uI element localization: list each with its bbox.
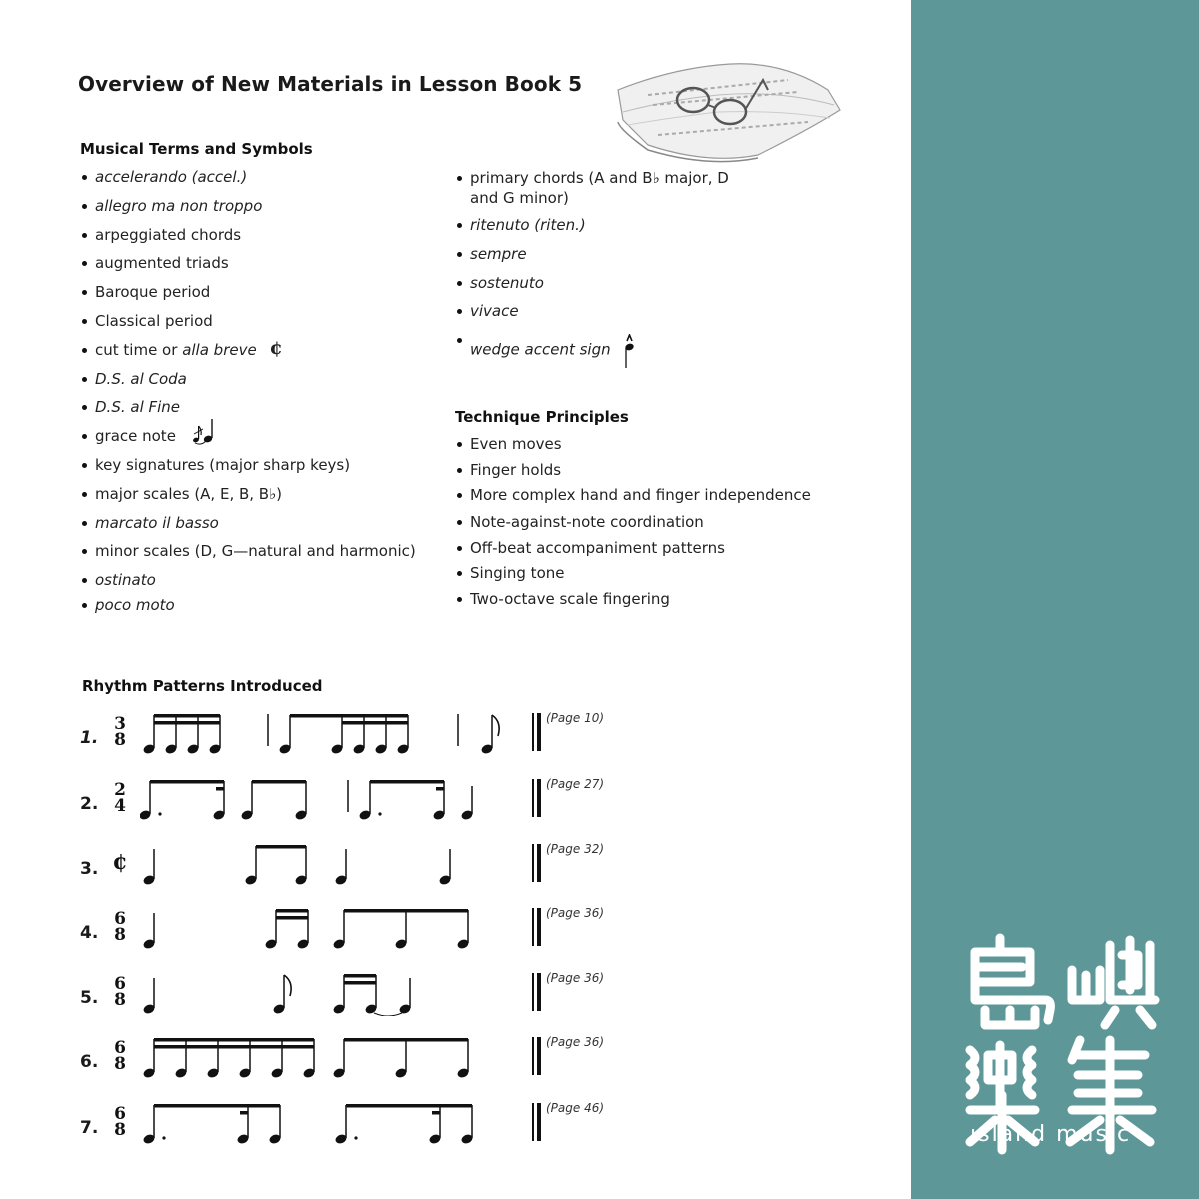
list-item: [455, 330, 740, 359]
time-signature: 3 8: [114, 714, 126, 750]
rhythm-notation: [140, 712, 520, 756]
rhythm-pattern-5: [80, 971, 640, 1026]
sheet-music-glasses-illustration: [608, 50, 848, 165]
list-item: key signatures (major sharp keys): [80, 455, 416, 484]
musical-terms-left-list: [80, 167, 416, 624]
time-signature: 2 4: [114, 780, 126, 816]
list-item: Classical period: [80, 311, 416, 340]
wedge-accent-icon: [623, 334, 637, 370]
list-item-italic-text: alla breve: [182, 340, 257, 359]
final-barline: [532, 973, 542, 1011]
list-item: primary chords (A and B♭ major, D and G minor): [455, 168, 740, 215]
list-item: augmented triads: [80, 253, 416, 282]
list-item: marcato il basso: [80, 513, 416, 542]
pattern-number: 7.: [80, 1118, 99, 1138]
pattern-number: 4.: [80, 923, 99, 943]
list-item: Note-against-note coordination: [455, 512, 811, 538]
rhythm-notation: [140, 907, 520, 951]
time-signature: 6 8: [114, 909, 126, 945]
pattern-number: 5.: [80, 988, 99, 1008]
final-barline: [532, 1037, 542, 1075]
list-item-text: wedge accent sign: [470, 340, 611, 359]
list-item: accelerando (accel.): [80, 167, 416, 196]
final-barline: [532, 908, 542, 946]
technique-list: [455, 434, 811, 614]
pattern-number: 1.: [80, 728, 99, 748]
list-item: allegro ma non troppo: [80, 196, 416, 225]
page-reference: (Page 36): [546, 906, 605, 920]
list-item: [80, 426, 416, 455]
rhythm-notation: [140, 843, 520, 887]
rhythm-heading: Rhythm Patterns Introduced: [82, 677, 323, 695]
list-item: More complex hand and finger independence: [455, 485, 811, 512]
rhythm-pattern-2: [80, 777, 640, 832]
time-signature: ¢: [112, 849, 128, 875]
time-signature: 6 8: [114, 1038, 126, 1074]
rhythm-pattern-3: [80, 842, 640, 897]
brand-name: ısland music: [970, 1122, 1132, 1147]
list-item: [80, 337, 416, 369]
page-title: Overview of New Materials in Lesson Book 5: [78, 72, 583, 96]
list-item: vivace: [455, 301, 740, 330]
rhythm-notation: [140, 778, 520, 822]
list-item: Baroque period: [80, 282, 416, 311]
page-reference: (Page 32): [546, 842, 605, 856]
list-item: Off-beat accompaniment patterns: [455, 538, 811, 564]
rhythm-notation: [140, 1036, 520, 1080]
page-reference: (Page 36): [546, 1035, 605, 1049]
musical-terms-right-list: [455, 168, 740, 359]
list-item: Singing tone: [455, 563, 811, 589]
list-item: ritenuto (riten.): [455, 215, 740, 244]
rhythm-notation: [140, 1102, 520, 1146]
final-barline: [532, 844, 542, 882]
technique-heading: Technique Principles: [455, 408, 629, 426]
list-item-text: grace note: [95, 427, 176, 446]
rhythm-pattern-7: [80, 1101, 640, 1156]
page-reference: (Page 36): [546, 971, 605, 985]
rhythm-pattern-1: [80, 711, 640, 766]
final-barline: [532, 713, 542, 751]
time-signature: 6 8: [114, 974, 126, 1010]
page-reference: (Page 46): [546, 1101, 605, 1115]
list-item: D.S. al Fine: [80, 397, 416, 426]
list-item: Finger holds: [455, 460, 811, 486]
list-item: poco moto: [80, 595, 416, 624]
page-reference: (Page 10): [546, 711, 605, 725]
list-item: sostenuto: [455, 273, 740, 302]
time-signature: 6 8: [114, 1104, 126, 1140]
list-item: major scales (A, E, B, B♭): [80, 484, 416, 513]
grace-note-icon: [189, 416, 217, 446]
final-barline: [532, 1103, 542, 1141]
list-item: D.S. al Coda: [80, 369, 416, 398]
list-item: Two-octave scale fingering: [455, 589, 811, 615]
page-reference: (Page 27): [546, 777, 605, 791]
list-item: minor scales (D, G—natural and harmonic): [80, 541, 416, 570]
musical-terms-heading: Musical Terms and Symbols: [80, 140, 313, 158]
pattern-number: 2.: [80, 794, 99, 814]
cut-time-icon: ¢: [269, 337, 283, 360]
list-item: arpeggiated chords: [80, 225, 416, 254]
rhythm-notation: [140, 972, 520, 1016]
list-item: Even moves: [455, 434, 811, 460]
list-item: sempre: [455, 244, 740, 273]
final-barline: [532, 779, 542, 817]
pattern-number: 3.: [80, 859, 99, 879]
rhythm-pattern-6: [80, 1035, 640, 1090]
list-item-text: cut time or: [95, 340, 183, 359]
rhythm-pattern-4: [80, 906, 640, 961]
pattern-number: 6.: [80, 1052, 99, 1072]
list-item: ostinato: [80, 570, 416, 595]
